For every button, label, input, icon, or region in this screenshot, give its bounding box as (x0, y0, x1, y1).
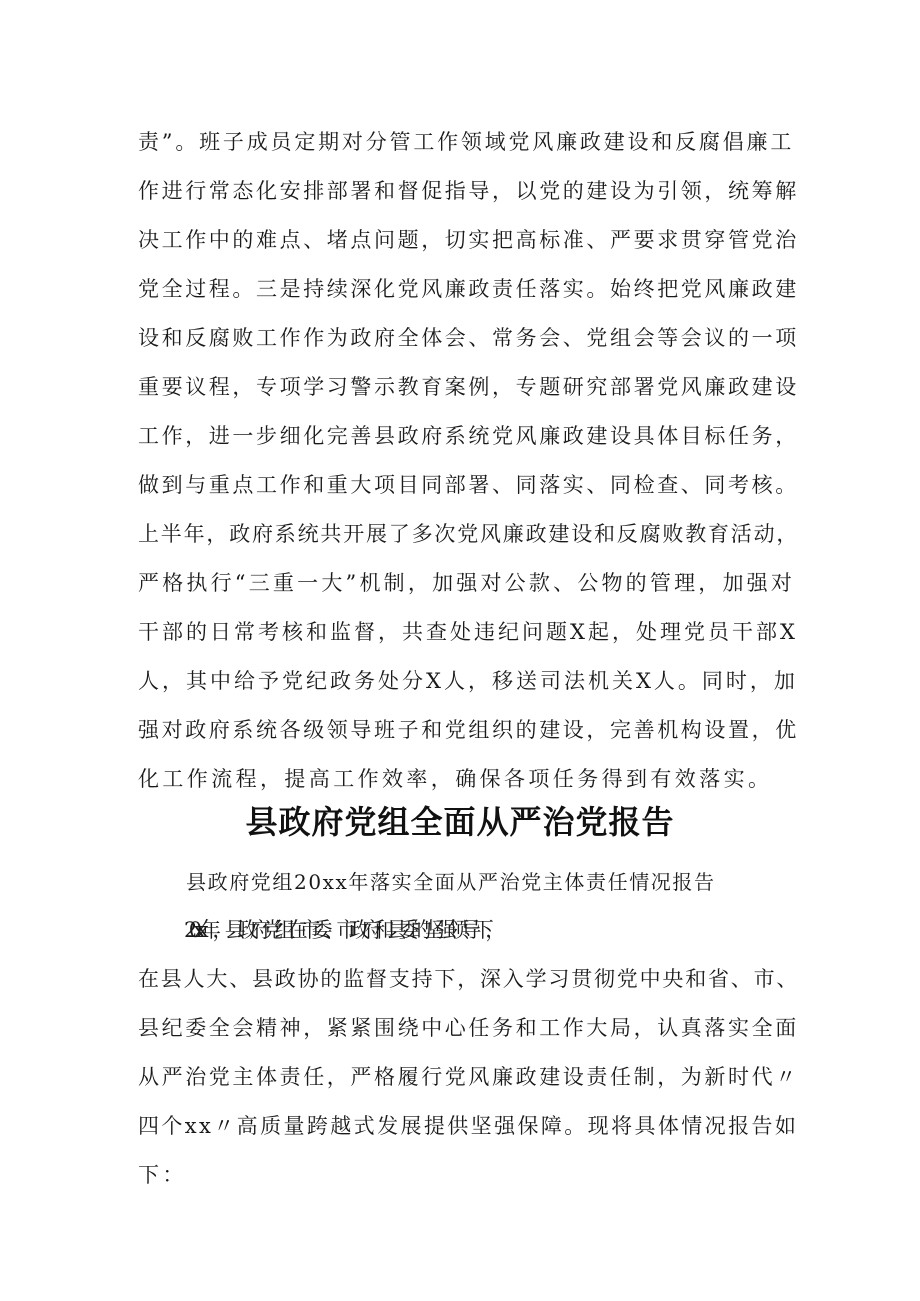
paragraph-line: 化工作流程，提高工作效率，确保各项任务得到有效落实。 (138, 767, 773, 791)
paragraph-line: 上半年，政府系统共开展了多次党风廉政建设和反腐败教育活动， (138, 522, 800, 546)
paragraph-line: 干部的日常考核和监督，共查处违纪问题X起，处理党员干部X (138, 620, 798, 644)
paragraph-line: 党全过程。三是持续深化党风廉政责任落实。始终把党风廉政建 (138, 277, 799, 301)
paragraph-line: 重要议程，专项学习警示教育案例，专题研究部署党风廉政建设 (138, 375, 799, 399)
paragraph-line: 决工作中的难点、堵点问题，切实把高标准、严要求贯穿管党治 (138, 228, 799, 252)
paragraph-line: 从严治党主体责任，严格履行党风廉政建设责任制，为新时代〃 (138, 1065, 799, 1089)
paragraph-line: 设和反腐败工作作为政府全体会、常务会、党组会等会议的一项 (138, 326, 799, 350)
paragraph-line: 20xx年，县政府党组在市委、市政府和县委的坚强领导下， (184, 918, 498, 942)
top-paragraph (138, 118, 798, 804)
paragraph-line: 责”。班子成员定期对分管工作领域党风廉政建设和反腐倡廉工 (138, 130, 795, 154)
report-title: 县政府党组全面从严治党报告 (245, 803, 675, 841)
paragraph-line: 人，其中给予党纪政务处分X人，移送司法机关X人。同时，加 (138, 669, 798, 693)
paragraph-line: 严格执行“三重一大”机制，加强对公款、公物的管理，加强对 (138, 571, 796, 595)
paragraph-line: 下： (138, 1163, 187, 1187)
report-subtitle: 县政府党组20xx年落实全面从严治党主体责任情况报告 (186, 870, 716, 894)
paragraph-line: 县纪委全会精神，紧紧围绕中心任务和工作大局，认真落实全面 (138, 1016, 799, 1040)
paragraph-line: 强对政府系统各级领导班子和党组织的建设，完善机构设置，优 (138, 718, 799, 742)
paragraph-line: 在县人大、县政协的监督支持下，深入学习贯彻党中央和省、市、 (138, 967, 800, 991)
body-paragraph (138, 906, 798, 1200)
paragraph-line: 作进行常态化安排部署和督促指导，以党的建设为引领，统筹解 (138, 179, 799, 203)
paragraph-line: 做到与重点工作和重大项目同部署、同落实、同检查、同考核。 (138, 473, 799, 497)
paragraph-line: 四个xx〃高质量跨越式发展提供坚强保障。现将具体情况报告如 (138, 1114, 799, 1138)
paragraph-line: 工作，进一步细化完善县政府系统党风廉政建设具体目标任务， (138, 424, 799, 448)
